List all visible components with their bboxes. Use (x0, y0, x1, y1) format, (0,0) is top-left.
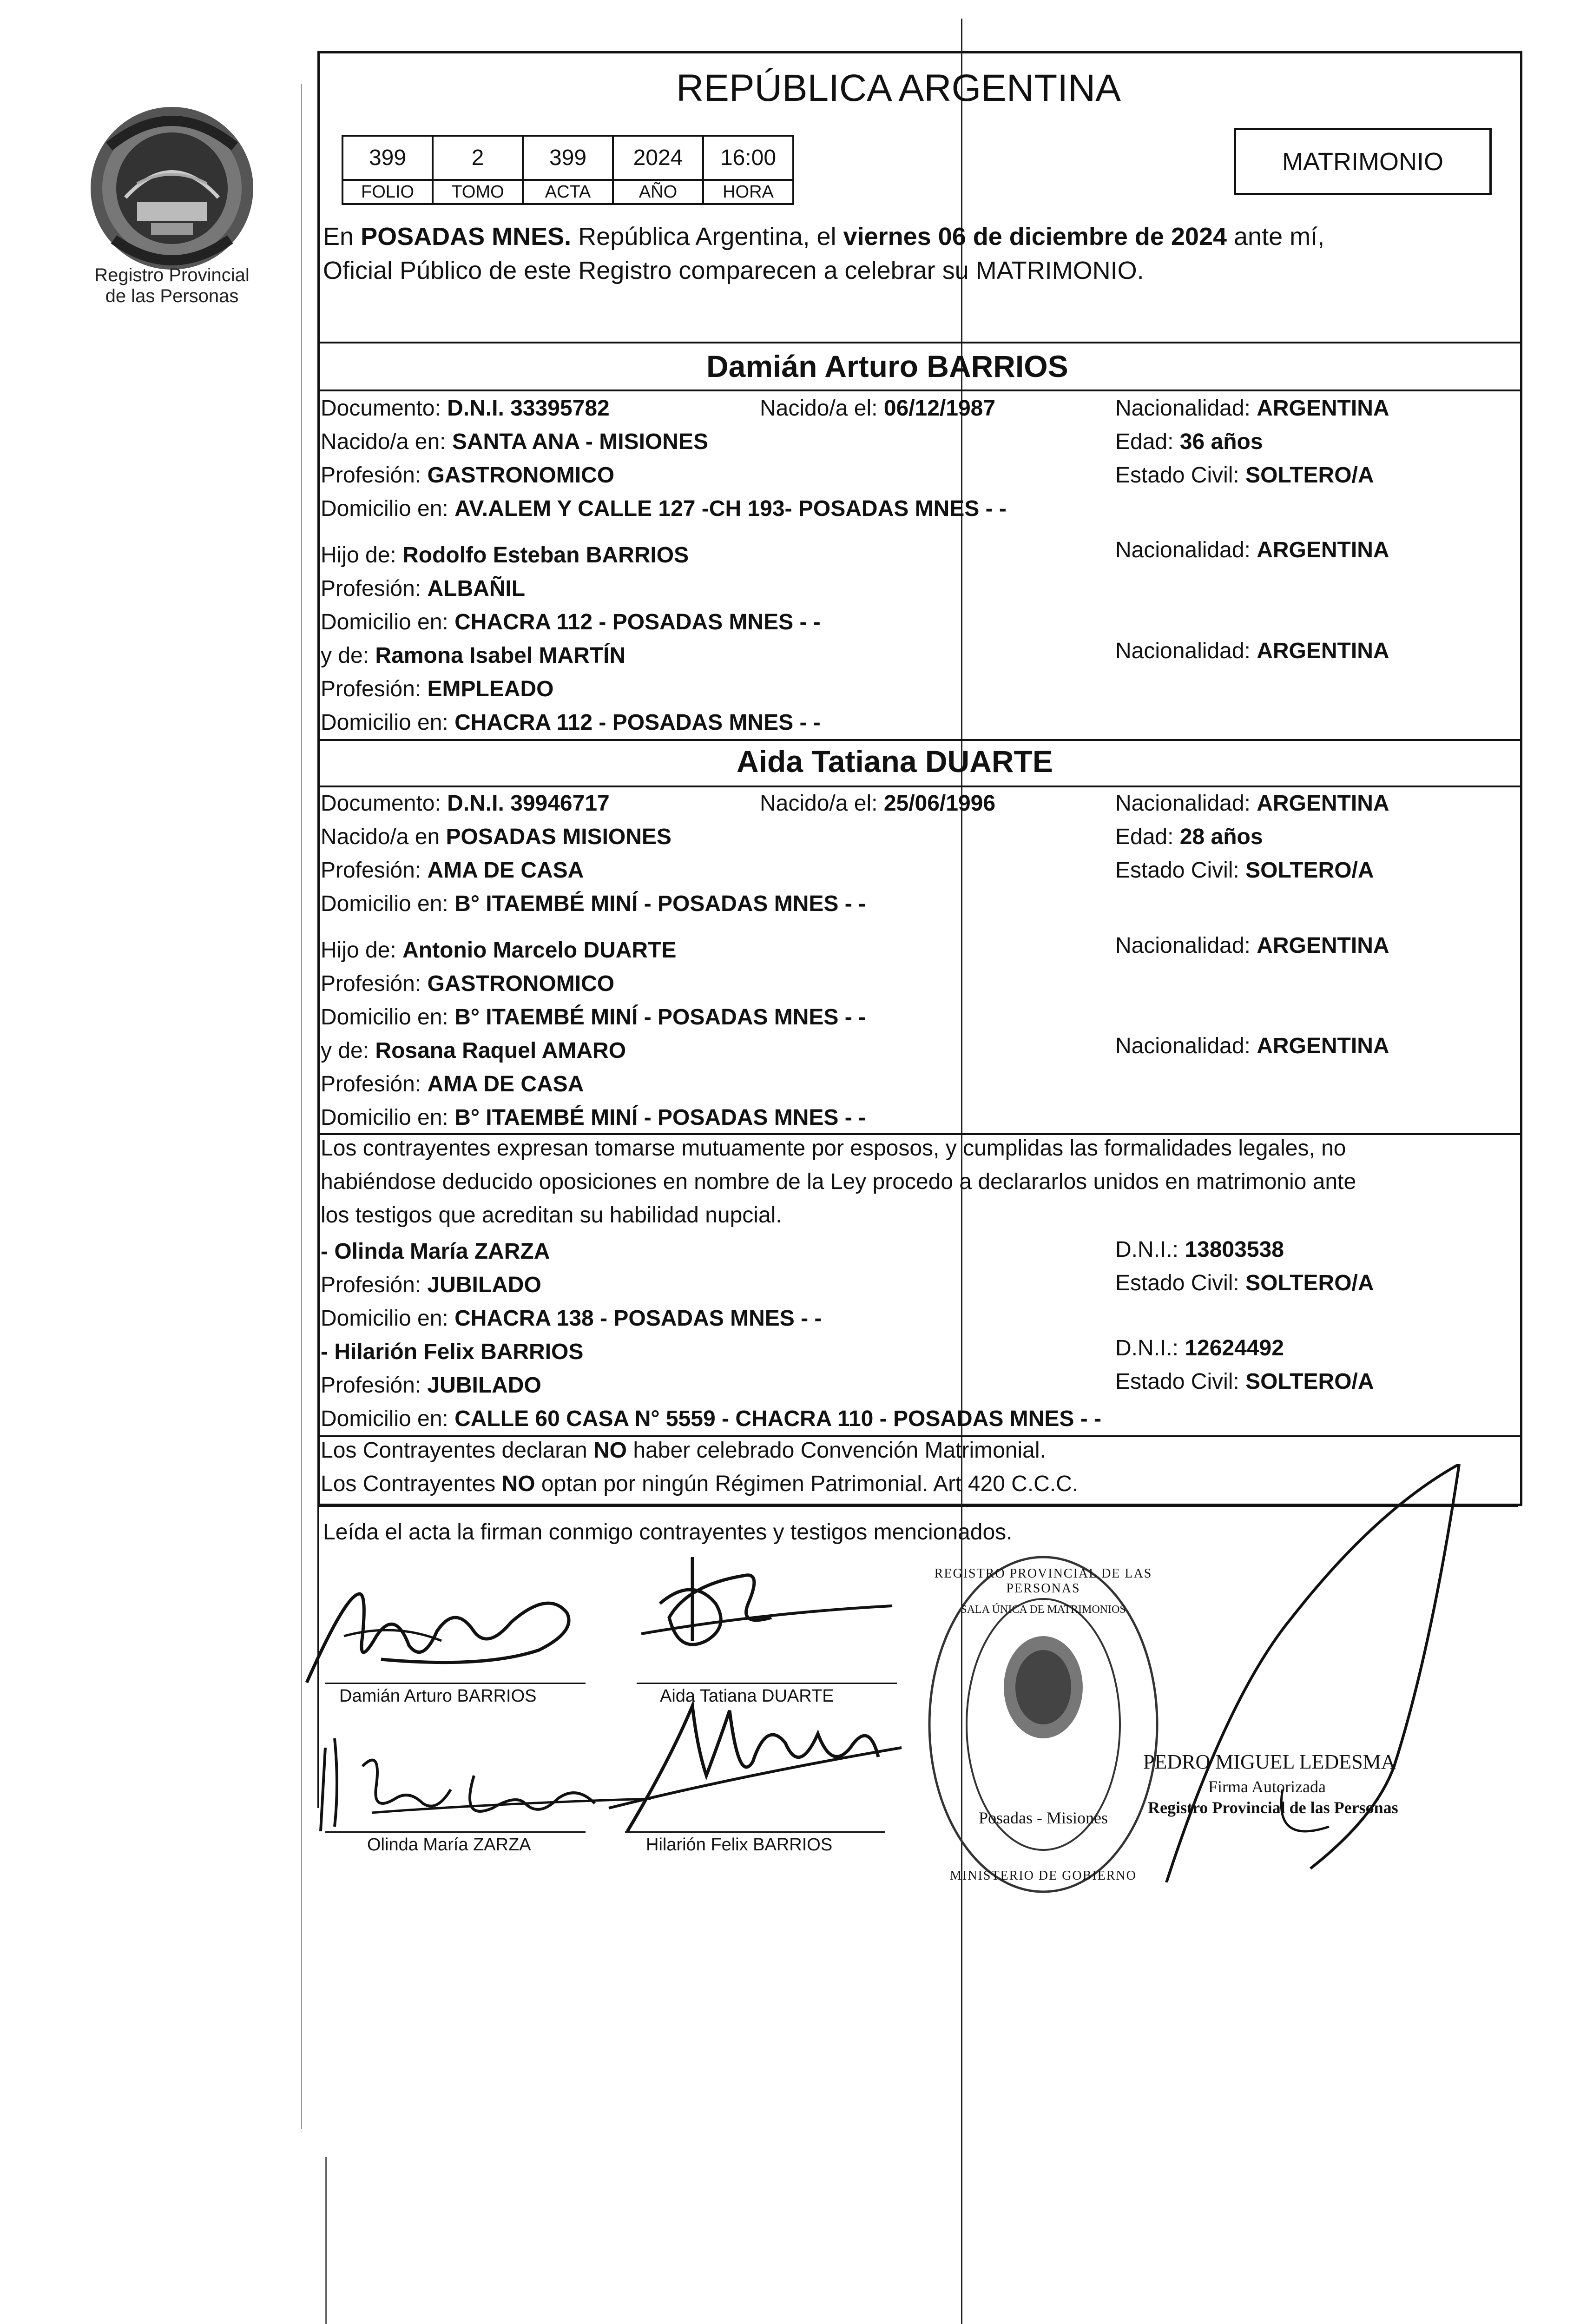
value: Antonio Marcelo DUARTE (402, 938, 677, 963)
witness2-civil (1115, 1368, 1374, 1395)
spouse2-birthplace (321, 824, 672, 851)
value: ARGENTINA (1257, 1034, 1389, 1058)
divider (317, 342, 1522, 343)
registry-logo (81, 91, 263, 314)
signature-1-rule (325, 1683, 586, 1684)
value: SOLTERO/A (1245, 858, 1374, 883)
label: Estado Civil: (1115, 463, 1246, 488)
value: SOLTERO/A (1245, 463, 1374, 488)
value: JUBILADO (427, 1273, 541, 1297)
value: Rosana Raquel AMARO (375, 1038, 626, 1063)
signature-2-rule (637, 1683, 897, 1684)
seal-ministry-text: MINISTERIO DE GOBIERNO (950, 1868, 1137, 1883)
label: Nacido/a en: (321, 429, 452, 454)
label: Documento: (321, 396, 448, 421)
acta-value: 399 (523, 136, 613, 180)
label: Nacionalidad: (1115, 791, 1257, 816)
emblem-icon (81, 91, 263, 286)
spouse1-born (760, 395, 995, 422)
signature-1-graphic (288, 1580, 590, 1687)
spouse2-addr (321, 891, 866, 918)
signature-2-graphic (623, 1548, 902, 1659)
label: Nacido/a en (321, 825, 446, 849)
spouse1-father-prof (321, 575, 525, 602)
value: SANTA ANA - MISIONES (452, 429, 708, 454)
folio-label: FOLIO (342, 180, 433, 204)
witness1-prof (321, 1272, 541, 1299)
margin-line (301, 84, 302, 2129)
act-type-box (1234, 128, 1492, 195)
value: ARGENTINA (1257, 538, 1389, 562)
label: Nacionalidad: (1115, 933, 1257, 958)
spouse2-mother-prof (321, 1071, 584, 1098)
spouse1-father (321, 542, 689, 569)
text: Los Contrayentes declaran (321, 1438, 594, 1463)
intro-date: viernes 06 de diciembre de 2024 (843, 223, 1227, 251)
intro-text: En (323, 223, 361, 251)
label: Profesión: (321, 1072, 428, 1096)
signature-1-caption: Damián Arturo BARRIOS (339, 1686, 537, 1706)
spouse1-father-nat (1115, 537, 1389, 564)
label: y de: (321, 643, 375, 668)
declaration-line-1: Los contrayentes expresan tomarse mutuamente por esposos, y cumplidas las formalidades legales, no (321, 1136, 1346, 1161)
label: Edad: (1115, 429, 1180, 454)
label: Domicilio en: (321, 610, 455, 634)
signature-intro: Leída el acta la firman conmigo contrayentes y testigos mencionados. (323, 1520, 1013, 1545)
value: D.N.I. 39946717 (447, 791, 610, 816)
anio-label: AÑO (613, 180, 703, 204)
spouse1-civil (1115, 462, 1374, 489)
label: Profesión: (321, 1273, 428, 1297)
spouse1-mother-nat (1115, 638, 1389, 665)
value: AV.ALEM Y CALLE 127 -CH 193- POSADAS MNES - - (454, 496, 1007, 521)
value: 13803538 (1185, 1237, 1284, 1262)
spouse2-mother-addr (321, 1104, 866, 1131)
margin-line-lower (325, 2157, 327, 2324)
value: JUBILADO (427, 1373, 541, 1398)
convention-line-2 (321, 1471, 1078, 1498)
label: D.N.I.: (1115, 1237, 1185, 1262)
signature-3-rule (325, 1831, 586, 1833)
label: Nacido/a el: (760, 396, 884, 421)
label: Estado Civil: (1115, 858, 1246, 883)
label: Hijo de: (321, 938, 403, 963)
value: CHACRA 112 - POSADAS MNES - - (454, 610, 821, 634)
spouse1-name: Damián Arturo BARRIOS (706, 349, 1068, 383)
spouse1-mother-addr (321, 709, 821, 736)
signature-2-caption: Aida Tatiana DUARTE (660, 1686, 834, 1706)
label: Profesión: (321, 677, 428, 701)
spouse1-prof (321, 462, 614, 489)
spouse2-father (321, 937, 676, 964)
divider (317, 390, 1522, 391)
value: SOLTERO/A (1245, 1271, 1374, 1295)
label: Profesión: (321, 1373, 428, 1398)
text: haber celebrado Convención Matrimonial. (627, 1438, 1046, 1463)
intro-text: República Argentina, el (571, 223, 843, 251)
witness2-addr (321, 1406, 1101, 1433)
witness2-dni (1115, 1335, 1284, 1362)
label: Domicilio en: (321, 496, 455, 521)
text: optan por ningún Régimen Patrimonial. Art 420 C.C.C. (535, 1472, 1079, 1496)
intro-place: POSADAS MNES. (361, 223, 572, 251)
divider (317, 739, 1522, 741)
value: AMA DE CASA (427, 1072, 584, 1096)
folio-value: 399 (342, 136, 433, 180)
label: y de: (321, 1038, 375, 1063)
seal-inner-text: SALA ÚNICA DE MATRIMONIOS (961, 1604, 1126, 1616)
official-seal (922, 1548, 1164, 1901)
seal-outer-text: REGISTRO PROVINCIAL DE LAS PERSONAS (934, 1566, 1152, 1596)
value: CHACRA 138 - POSADAS MNES - - (454, 1306, 822, 1331)
intro-line-1 (323, 222, 1324, 251)
value: B° ITAEMBÉ MINÍ - POSADAS MNES - - (454, 891, 866, 916)
label: Nacido/a el: (760, 791, 884, 816)
spouse2-name: Aida Tatiana DUARTE (737, 744, 1053, 779)
value: ARGENTINA (1257, 791, 1389, 816)
value: B° ITAEMBÉ MINÍ - POSADAS MNES - - (454, 1005, 866, 1030)
value: ARGENTINA (1257, 396, 1389, 421)
value: 06/12/1987 (883, 396, 996, 421)
page-title: REPÚBLICA ARGENTINA (676, 67, 1121, 109)
witness2-name: - Hilarión Felix BARRIOS (321, 1340, 584, 1364)
label: Nacionalidad: (1115, 538, 1257, 562)
value: 36 años (1179, 429, 1263, 454)
official-name: PEDRO MIGUEL LEDESMA (1143, 1750, 1396, 1773)
seal-icon (922, 1548, 1164, 1901)
act-type: MATRIMONIO (1282, 147, 1443, 176)
label: Estado Civil: (1115, 1271, 1246, 1295)
value: GASTRONOMICO (427, 971, 615, 996)
signature-4-caption: Hilarión Felix BARRIOS (646, 1835, 833, 1855)
spouse1-age (1115, 429, 1263, 456)
value: 28 años (1179, 825, 1263, 849)
value: ARGENTINA (1257, 933, 1389, 958)
label: D.N.I.: (1115, 1336, 1185, 1360)
intro-line-2: Oficial Público de este Registro comparecen a celebrar su MATRIMONIO. (323, 257, 1144, 284)
value: Ramona Isabel MARTÍN (375, 643, 626, 668)
spouse1-nat (1115, 395, 1389, 422)
label: Nacionalidad: (1115, 396, 1257, 421)
spouse1-mother (321, 642, 625, 669)
spouse2-father-nat (1115, 932, 1389, 959)
value: B° ITAEMBÉ MINÍ - POSADAS MNES - - (454, 1105, 866, 1130)
value: ARGENTINA (1257, 639, 1389, 663)
value: Rodolfo Esteban BARRIOS (402, 543, 689, 568)
signature-3-caption: Olinda María ZARZA (367, 1835, 531, 1855)
label: Nacionalidad: (1115, 639, 1257, 663)
witness1-dni (1115, 1236, 1284, 1263)
label: Domicilio en: (321, 1306, 455, 1331)
label: Domicilio en: (321, 891, 455, 916)
tomo-label: TOMO (433, 180, 523, 204)
value: POSADAS MISIONES (446, 825, 672, 849)
spouse1-father-addr (321, 609, 821, 636)
label: Edad: (1115, 825, 1180, 849)
spouse2-nat (1115, 790, 1389, 817)
divider (317, 786, 1522, 787)
spouse2-father-addr (321, 1004, 866, 1031)
spouse1-doc (321, 395, 610, 422)
value: 25/06/1996 (883, 791, 996, 816)
convention-line-1 (321, 1437, 1046, 1464)
value: GASTRONOMICO (427, 463, 615, 488)
logo-line-1: Registro Provincial (94, 265, 250, 285)
acta-label: ACTA (523, 180, 613, 204)
label: Domicilio en: (321, 1105, 455, 1130)
label: Hijo de: (321, 543, 403, 568)
official-org: Registro Provincial de las Personas (1148, 1798, 1398, 1817)
spouse1-addr (321, 495, 1007, 522)
value: CALLE 60 CASA N° 5559 - CHACRA 110 - POSADAS MNES - - (454, 1406, 1101, 1431)
hora-value: 16:00 (703, 136, 793, 180)
value: D.N.I. 33395782 (447, 396, 610, 421)
label: Estado Civil: (1115, 1369, 1246, 1394)
label: Profesión: (321, 858, 428, 883)
spouse2-mother (321, 1037, 626, 1064)
hora-label: HORA (703, 180, 793, 204)
spouse2-prof (321, 857, 584, 884)
label: Profesión: (321, 576, 428, 601)
spouse2-born (760, 790, 995, 817)
spouse2-age (1115, 824, 1263, 851)
label: Nacionalidad: (1115, 1034, 1257, 1058)
witness1-addr (321, 1305, 822, 1332)
label: Domicilio en: (321, 710, 455, 735)
value: EMPLEADO (427, 677, 554, 701)
label: Domicilio en: (321, 1406, 455, 1431)
witness2-prof (321, 1372, 541, 1399)
declaration-line-3: los testigos que acreditan su habilidad nupcial. (321, 1203, 782, 1228)
value: 12624492 (1185, 1336, 1284, 1360)
spouse1-birthplace (321, 429, 708, 456)
label: Documento: (321, 791, 448, 816)
spouse2-civil (1115, 857, 1374, 884)
text-bold: NO (501, 1472, 535, 1496)
declaration-line-2: habiéndose deducido oposiciones en nombre de la Ley procedo a declararlos unidos en matrimonio ante (321, 1169, 1356, 1194)
spouse2-mother-nat (1115, 1033, 1389, 1060)
signature-4-graphic (599, 1692, 925, 1841)
logo-line-2: de las Personas (105, 286, 239, 306)
text-bold: NO (593, 1438, 627, 1463)
seal-city-text: Posadas - Misiones (979, 1809, 1108, 1827)
tomo-value: 2 (433, 136, 523, 180)
label: Profesión: (321, 971, 428, 996)
registry-table (342, 135, 794, 205)
intro-text: ante mí, (1227, 223, 1325, 251)
spouse1-mother-prof (321, 676, 553, 703)
label: Domicilio en: (321, 1005, 455, 1030)
text: Los Contrayentes (321, 1472, 502, 1496)
witness1-civil (1115, 1270, 1374, 1297)
official-role: Firma Autorizada (1208, 1777, 1326, 1796)
witness1-name: - Olinda María ZARZA (321, 1239, 550, 1264)
spouse2-father-prof (321, 971, 614, 997)
anio-value: 2024 (613, 136, 703, 180)
spouse2-doc (321, 790, 610, 817)
value: CHACRA 112 - POSADAS MNES - - (454, 710, 821, 735)
value: ALBAÑIL (427, 576, 526, 601)
signature-4-rule (625, 1831, 885, 1833)
value: AMA DE CASA (427, 858, 584, 883)
label: Profesión: (321, 463, 428, 488)
value: SOLTERO/A (1245, 1369, 1374, 1394)
